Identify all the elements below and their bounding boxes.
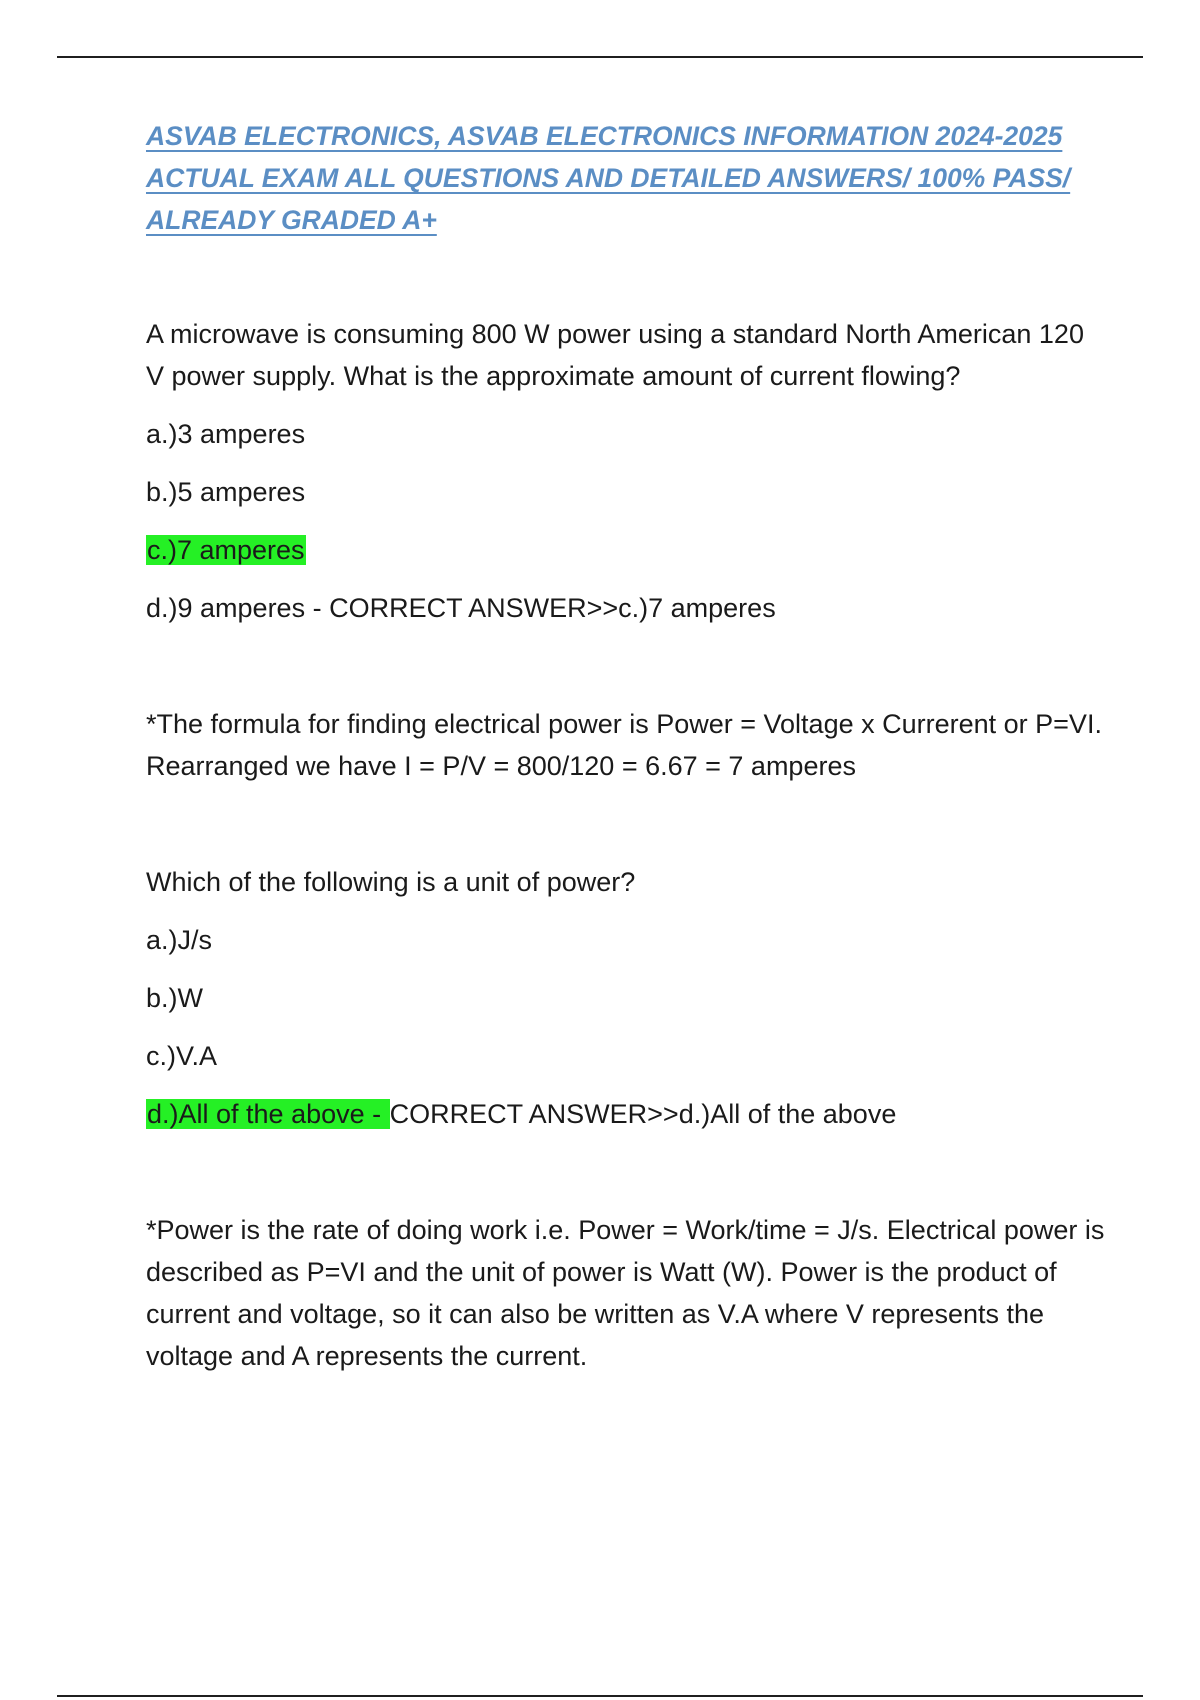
question-1 xyxy=(146,313,1106,787)
document-body xyxy=(146,115,1106,1377)
option-d: d.)9 amperes - CORRECT ANSWER>>c.)7 amperes xyxy=(146,593,776,623)
option-b: b.)W xyxy=(146,983,203,1013)
explanation: *Power is the rate of doing work i.e. Power = Work/time = J/s. Electrical power is described as P=VI and the unit of power is Watt (W). Power is the product of current and voltage, so it can also be written as V.A where V represents the voltage and A represents the current. xyxy=(146,1215,1105,1371)
explanation: *The formula for finding electrical power is Power = Voltage x Currerent or P=VI. Rearranged we have I = P/V = 800/120 = 6.67 = 7 amperes xyxy=(146,709,1102,781)
bottom-rule xyxy=(57,1695,1143,1697)
question-2 xyxy=(146,861,1106,1377)
option-a: a.)3 amperes xyxy=(146,419,306,449)
answer-note: CORRECT ANSWER>>d.)All of the above xyxy=(389,1099,897,1129)
question-text: A microwave is consuming 800 W power using a standard North American 120 V power supply. What is the approximate amount of current flowing? xyxy=(146,319,1084,391)
option-b: b.)5 amperes xyxy=(146,477,306,507)
option-a: a.)J/s xyxy=(146,925,213,955)
option-d xyxy=(146,1093,1106,1135)
question-text: Which of the following is a unit of power? xyxy=(146,867,636,897)
highlighted-answer: d.)All of the above - xyxy=(147,1099,389,1129)
option-c: c.)V.A xyxy=(146,1041,218,1071)
document-title[interactable]: ASVAB ELECTRONICS, ASVAB ELECTRONICS INFORMATION 2024-2025 ACTUAL EXAM ALL QUESTIONS AND DETAILED ANSWERS/ 100% PASS/ ALREADY GRADED A+ xyxy=(146,121,1071,235)
top-rule xyxy=(57,56,1143,58)
option-c xyxy=(146,529,1106,571)
highlighted-answer: c.)7 amperes xyxy=(147,535,305,565)
